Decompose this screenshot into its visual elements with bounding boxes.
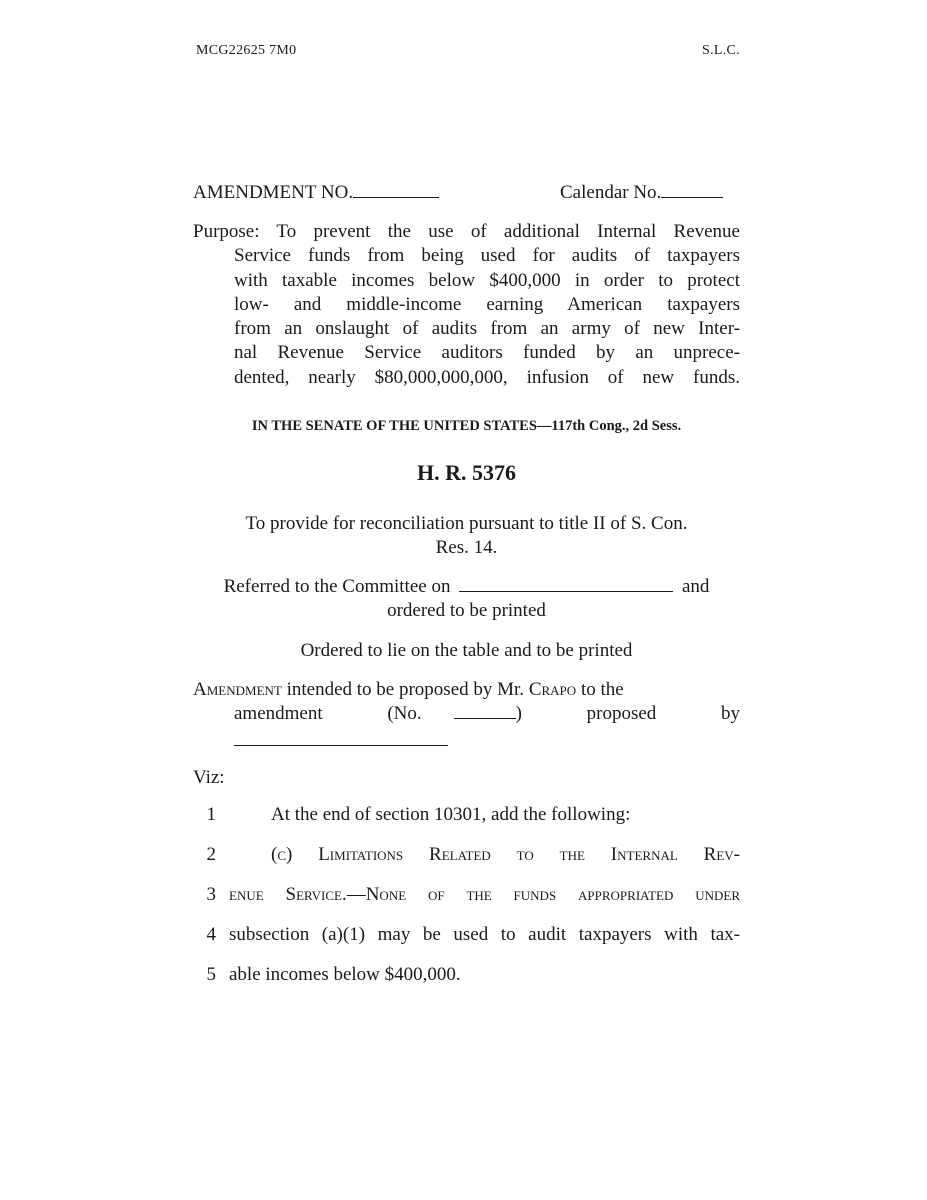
purpose-line: nal Revenue Service auditors funded by an unprece- [234,342,740,364]
bill-title-line: Res. 14. [435,537,498,559]
purpose-line: dented, nearly $80,000,000,000, infusion of new funds. [234,366,740,388]
purpose-line: Purpose: To prevent the use of additional Internal Revenue [193,221,740,242]
referred-suffix: and [681,576,710,597]
ordered-line: Ordered to lie on the table and to be printed [300,640,633,661]
bill-text-line: (c) Limitations Related to the Internal Rev- [271,844,740,865]
line-number: 2 [206,844,216,865]
sponsor-smallcaps: rapo [541,679,577,700]
referred-prefix: Referred to the Committee on [223,576,451,597]
amendment-intro-line-1 [193,678,740,702]
amendment-intro-end: to the [576,679,624,700]
amendment-number-line [193,181,439,205]
proposed-word: proposed [586,703,657,725]
purpose-line: Service funds from being used for audits of taxpayers [234,245,740,267]
calendar-number-line [560,181,723,205]
document-id: MCG22625 7M0 [196,43,297,58]
sponsor-cap: C [528,679,542,700]
purpose-line: from an onslaught of audits from an army of new Inter- [234,318,740,340]
amendment-no-close: ) [515,703,522,725]
amendment-word: amendment [234,703,323,725]
amendment-no-label: (No. [387,703,422,725]
bill-title [193,512,740,561]
line-number: 4 [206,924,216,945]
bill-number: H. R. 5376 [417,460,516,485]
referred-line [193,575,740,599]
line-number: 3 [206,884,216,905]
line-number: 1 [206,804,216,825]
purpose-line: with taxable incomes below $400,000 in order to protect [234,269,740,291]
referred-line-2: ordered to be printed [387,600,546,622]
amendment-no-blank [454,702,516,719]
bill-text-line-smallcaps: enue Service.—None of the funds appropriated under [229,884,740,905]
senate-session-line: IN THE SENATE OF THE UNITED STATES—117th Cong., 2d Sess. [251,418,682,434]
bill-text-line: subsection (a)(1) may be used to audit taxpayers with tax- [229,924,740,945]
calendar-number-label: Calendar No. [560,182,662,203]
amendment-smallcaps: mendment [206,679,282,700]
amendment-intro-text: intended to be proposed by Mr. [281,679,529,700]
amendment-intro-line-2 [234,702,740,726]
amendment-cap: A [193,679,207,700]
committee-blank [459,575,673,592]
bill-text-line: able incomes below $400,000. [229,964,461,985]
amendment-number-blank [353,181,439,198]
calendar-number-blank [661,181,723,198]
amendment-intro [193,678,740,746]
purpose-line: low- and middle-income earning American taxpayers [234,293,740,315]
purpose-block [193,220,740,390]
line-number: 5 [206,964,216,985]
bill-text-line: At the end of section 10301, add the following: [271,804,631,825]
referred-block [193,575,740,624]
amendment-number-label: AMENDMENT NO. [193,182,354,203]
proposer-blank [234,733,448,746]
viz-label: Viz: [193,767,225,788]
bill-title-line: To provide for reconciliation pursuant to title II of S. Con. [245,513,688,534]
bill-text-line [229,884,740,906]
slc-label: S.L.C. [702,43,740,58]
by-word: by [721,703,740,725]
